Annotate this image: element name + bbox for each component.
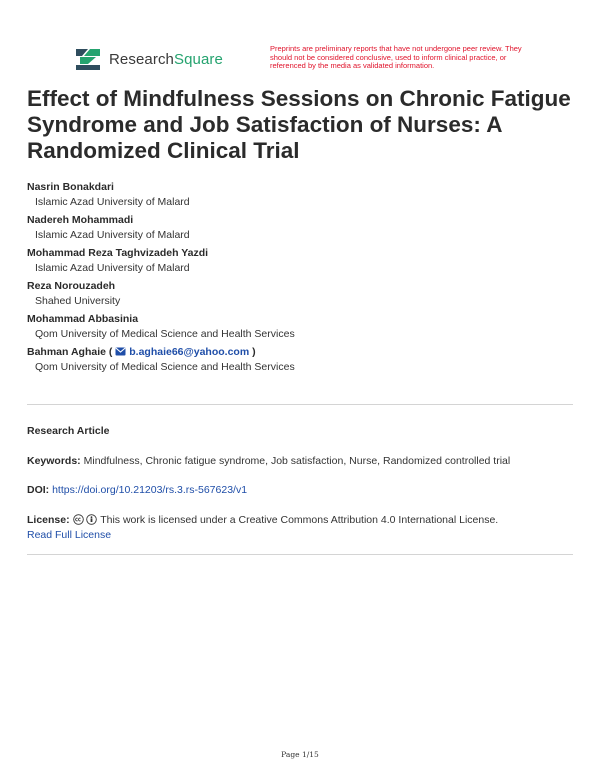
license-label: License:: [27, 514, 70, 526]
author-entry: [27, 279, 572, 309]
author-name: Mohammad Reza Taghvizadeh Yazdi: [27, 247, 209, 259]
research-square-logo-icon: [74, 47, 102, 71]
attribution-icon: [86, 514, 97, 525]
preprint-disclaimer: Preprints are preliminary reports that have not undergone peer review. They should not be considered conclusive, used to inform clinical practice, or referenced by the media as validated information.: [270, 44, 522, 70]
author-affiliation: Qom University of Medical Science and Health Services: [35, 361, 295, 373]
license-text: This work is licensed under a Creative Commons Attribution 4.0 International License.: [100, 514, 499, 526]
author-entry: [27, 246, 572, 276]
author-affiliation: Qom University of Medical Science and Health Services: [35, 328, 295, 340]
author-name: Reza Norouzadeh: [27, 280, 116, 292]
author-email-link[interactable]: [115, 346, 252, 358]
doi-label: DOI:: [27, 484, 50, 496]
paper-title: Effect of Mindfulness Sessions on Chronic Fatigue Syndrome and Job Satisfaction of Nurses: A Randomized Clinical Trial: [27, 86, 571, 163]
author-entry: [27, 180, 572, 210]
keywords-label: Keywords:: [27, 455, 81, 467]
keywords-value: Mindfulness, Chronic fatigue syndrome, Job satisfaction, Nurse, Randomized controlled trial: [83, 455, 511, 467]
doi-row: [27, 483, 573, 498]
logo-wordmark: [109, 51, 223, 68]
author-entry: [27, 213, 572, 243]
author-list: [27, 180, 572, 378]
author-affiliation: Shahed University: [35, 295, 121, 307]
license-row: [27, 513, 573, 543]
author-name: Bahman Aghaie: [27, 346, 106, 358]
article-type-label: Research Article: [27, 425, 110, 437]
section-divider-top: [27, 404, 573, 405]
author-name-line: [27, 345, 572, 360]
author-name: Nadereh Mohammadi: [27, 214, 134, 226]
article-type: [27, 424, 573, 439]
logo-research-text: Research: [109, 50, 174, 68]
author-name: Nasrin Bonakdari: [27, 181, 114, 193]
page-number: Page 1/15: [281, 750, 319, 759]
email-open-paren: (: [108, 346, 113, 358]
email-close-paren: ): [252, 346, 256, 358]
research-square-logo[interactable]: [74, 47, 223, 71]
author-entry-corresponding: [27, 345, 572, 375]
author-affiliation: Islamic Azad University of Malard: [35, 262, 190, 274]
envelope-icon: [115, 347, 126, 356]
logo-square-text: Square: [174, 50, 223, 68]
read-full-license-link[interactable]: Read Full License: [27, 529, 112, 541]
author-email: b.aghaie66@yahoo.com: [129, 346, 250, 358]
section-divider-bottom: [27, 554, 573, 555]
creative-commons-icon: [73, 514, 84, 525]
doi-link[interactable]: https://doi.org/10.21203/rs.3.rs-567623/v1: [52, 484, 248, 496]
author-name: Mohammad Abbasinia: [27, 313, 139, 325]
author-affiliation: Islamic Azad University of Malard: [35, 196, 190, 208]
keywords-row: [27, 454, 573, 469]
author-entry: [27, 312, 572, 342]
author-affiliation: Islamic Azad University of Malard: [35, 229, 190, 241]
